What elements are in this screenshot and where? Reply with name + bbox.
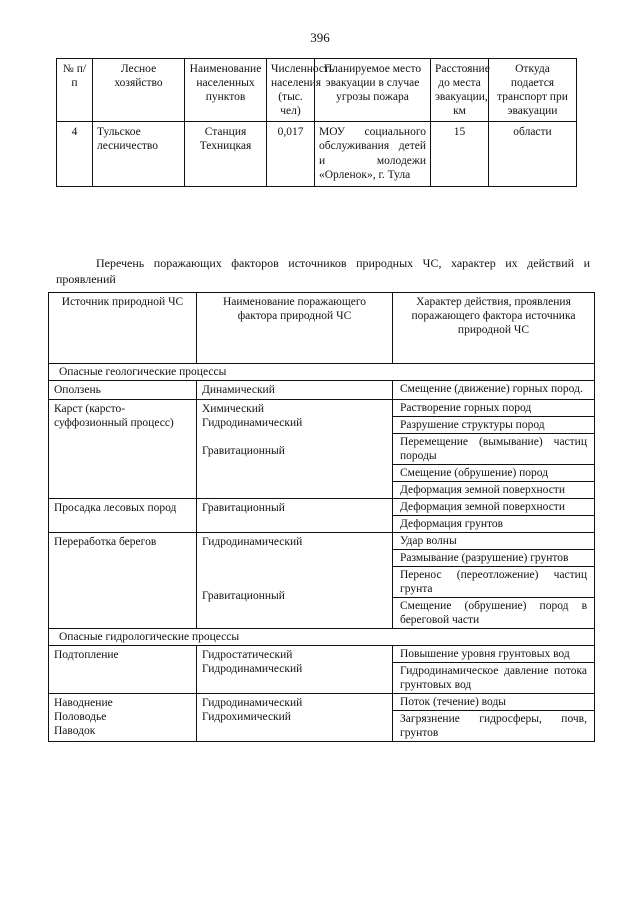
table-row: [49, 533, 595, 629]
factor-cell: [197, 646, 393, 694]
factor-item: Гидрохимический: [202, 711, 291, 724]
effect-item: Удар волны: [393, 533, 594, 550]
header-distance: Расстояние до места эвакуации, км: [431, 59, 489, 122]
hazard-table-header: [49, 293, 595, 364]
effect-item: Смещение (движение) горных пород.: [400, 383, 583, 396]
header-number: № п/п: [57, 59, 93, 122]
effect-item: Перенос (переотложение) частиц грунта: [393, 567, 594, 598]
effect-cell: [393, 694, 595, 742]
header-factor: Наименование поражающего фактора природной ЧС: [197, 293, 393, 364]
factor-cell: [197, 400, 393, 499]
factor-item: Гидростатический: [202, 649, 293, 662]
table-row: [49, 646, 595, 694]
table-row: [49, 381, 595, 400]
effect-item: Перемещение (вымывание) частиц породы: [393, 434, 594, 465]
header-transport: Откуда подается транспорт при эвакуации: [489, 59, 577, 122]
source-cell: Карст (карсто-суффозионный процесс): [49, 400, 197, 499]
factor-item: Динамический: [202, 384, 275, 397]
section-title: Опасные геологические процессы: [49, 364, 595, 381]
factor-item: Гидродинамический: [202, 536, 303, 549]
hazard-factors-table: [48, 292, 595, 742]
header-source: Источник природной ЧС: [49, 293, 197, 364]
factor-item: Гравитационный: [202, 445, 285, 458]
factor-item: Химический: [202, 403, 265, 416]
table-row: [49, 499, 595, 533]
table-row: [49, 400, 595, 499]
effect-item: Гидродинамическое давление потока грунтовых вод: [400, 665, 587, 692]
factor-item: Гравитационный: [202, 502, 285, 515]
cell-distance: 15: [431, 122, 489, 187]
source-text: Наводнение Половодье Паводок: [54, 697, 113, 738]
header-settlement: Наименование населенных пунктов: [185, 59, 267, 122]
source-cell: Просадка лесовых пород: [49, 499, 197, 533]
effect-cell: [393, 533, 595, 629]
effect-cell: [393, 499, 595, 533]
table-row: [49, 694, 595, 742]
factor-cell: [197, 694, 393, 742]
cell-settlement: Станция Техницкая: [185, 122, 267, 187]
effect-cell: [393, 646, 595, 694]
cell-number: 4: [57, 122, 93, 187]
factor-cell: [197, 499, 393, 533]
cell-transport: области: [489, 122, 577, 187]
effect-item: Разрушение структуры пород: [393, 417, 594, 434]
effect-item: Смещение (обрушение) пород: [393, 465, 594, 482]
source-cell: Подтопление: [49, 646, 197, 694]
header-evacuation-place: Планируемое место эвакуации в случае угрозы пожара: [315, 59, 431, 122]
cell-forestry: Тульское лесничество: [93, 122, 185, 187]
effect-item: Смещение (обрушение) пород в береговой части: [400, 600, 587, 627]
cell-population: 0,017: [267, 122, 315, 187]
section-row: [49, 629, 595, 646]
effect-cell: [393, 381, 595, 400]
header-effect: Характер действия, проявления поражающего фактора источника природной ЧС: [393, 293, 595, 364]
effect-item: Поток (течение) воды: [393, 694, 594, 711]
header-forestry: Лесное хозяйство: [93, 59, 185, 122]
evacuation-table: [56, 58, 577, 187]
effect-item: Деформация земной поверхности: [393, 499, 594, 516]
source-cell: Переработка берегов: [49, 533, 197, 629]
factor-item: Гравитационный: [202, 590, 285, 603]
source-cell: Оползень: [49, 381, 197, 400]
effect-item: Повышение уровня грунтовых вод: [393, 646, 594, 663]
factor-item: Гидродинамический: [202, 663, 303, 676]
factor-cell: [197, 533, 393, 629]
source-cell: [49, 694, 197, 742]
cell-evacuation-place: МОУ социального обслуживания детей и молодежи «Орленок», г. Тула: [315, 122, 431, 187]
effect-cell: [393, 400, 595, 499]
factor-item: Гидродинамический: [202, 417, 303, 430]
header-population: Численность населения (тыс. чел): [267, 59, 315, 122]
table-row: [57, 122, 577, 187]
section-title: Опасные гидрологические процессы: [49, 629, 595, 646]
factor-cell: [197, 381, 393, 400]
effect-item: Растворение горных пород: [393, 400, 594, 417]
evacuation-table-header: [57, 59, 577, 122]
list-intro-paragraph: Перечень поражающих факторов источников природных ЧС, характер их действий и проявлений: [56, 256, 590, 286]
effect-item: Размывание (разрушение) грунтов: [393, 550, 594, 567]
factor-item: Гидродинамический: [202, 697, 303, 710]
effect-item: Деформация земной поверхности: [400, 484, 565, 497]
page-number: 396: [310, 30, 330, 45]
section-row: [49, 364, 595, 381]
effect-item: Загрязнение гидросферы, почв, грунтов: [400, 713, 587, 740]
effect-item: Деформация грунтов: [400, 518, 504, 531]
